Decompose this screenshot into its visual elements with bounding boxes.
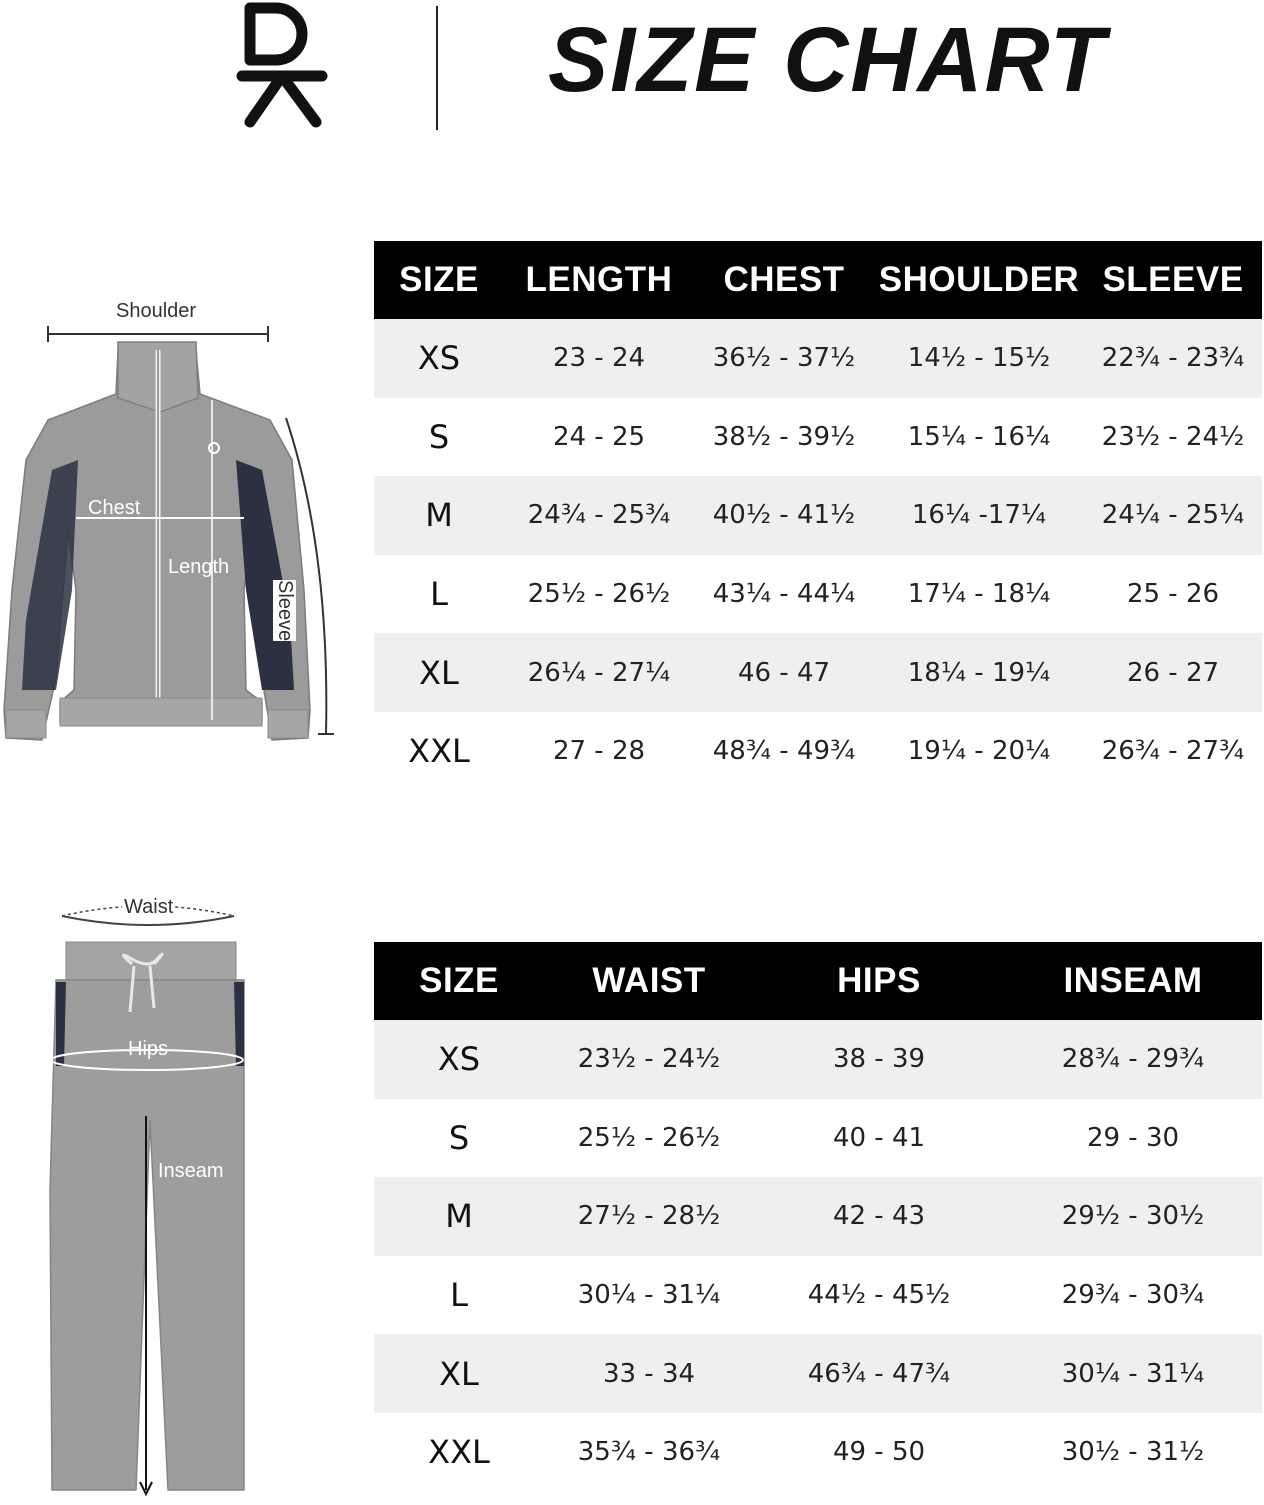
waist-label: Waist — [124, 896, 174, 918]
table-row — [374, 712, 1262, 791]
pants-illustration — [0, 890, 340, 1500]
size-cell: M — [425, 496, 453, 535]
size-cell: M — [445, 1197, 473, 1236]
table-cell: 25½ - 26½ — [527, 579, 671, 610]
table-cell: 29 - 30 — [1086, 1122, 1180, 1153]
table-cell: 26 - 27 — [1126, 657, 1220, 688]
table-cell: 15¼ - 16¼ — [907, 421, 1051, 452]
jacket-col-size: SIZE — [399, 260, 479, 299]
page-title: SIZE CHART — [548, 9, 1107, 111]
table-cell: 17¼ - 18¼ — [907, 579, 1051, 610]
table-cell: 23 - 24 — [552, 343, 646, 374]
jacket-figure — [0, 290, 340, 760]
table-row — [374, 633, 1262, 712]
jacket-col-chest: CHEST — [723, 260, 845, 299]
table-cell: 19¼ - 20¼ — [907, 736, 1051, 767]
chest-label: Chest — [88, 497, 141, 519]
table-cell: 27½ - 28½ — [577, 1201, 721, 1232]
hips-label: Hips — [128, 1038, 169, 1060]
table-cell: 42 - 43 — [832, 1201, 926, 1232]
pants-size-table — [374, 942, 1262, 1492]
size-cell: XXL — [428, 1433, 490, 1472]
table-cell: 46 - 47 — [737, 657, 831, 688]
table-row — [374, 1099, 1262, 1178]
jacket-col-sleeve: SLEEVE — [1102, 260, 1244, 299]
table-cell: 24¼ - 25¼ — [1101, 500, 1245, 531]
page-header — [0, 0, 1264, 140]
jacket-table-header — [374, 241, 1262, 319]
size-cell: XS — [437, 1040, 481, 1079]
table-cell: 38½ - 39½ — [712, 421, 856, 452]
table-row — [374, 476, 1262, 555]
pants-figure — [0, 890, 340, 1500]
table-cell: 40 - 41 — [832, 1122, 926, 1153]
table-cell: 23½ - 24½ — [577, 1044, 721, 1075]
table-row — [374, 1020, 1262, 1099]
table-cell: 30¼ - 31¼ — [577, 1280, 721, 1311]
table-cell: 48¾ - 49¾ — [712, 736, 856, 767]
size-cell: L — [450, 1276, 468, 1315]
table-cell: 30½ - 31½ — [1061, 1437, 1205, 1468]
header-divider — [436, 6, 438, 130]
table-cell: 24 - 25 — [552, 421, 646, 452]
table-cell: 27 - 28 — [552, 736, 646, 767]
table-cell: 26¾ - 27¾ — [1101, 736, 1245, 767]
table-cell: 14½ - 15½ — [907, 343, 1051, 374]
table-row — [374, 1413, 1262, 1492]
size-cell: XL — [419, 653, 459, 692]
size-cell: S — [428, 417, 450, 456]
table-row — [374, 1256, 1262, 1335]
table-cell: 25 - 26 — [1126, 579, 1220, 610]
jacket-size-table — [374, 241, 1262, 791]
table-cell: 30¼ - 31¼ — [1061, 1358, 1205, 1389]
table-cell: 44½ - 45½ — [807, 1280, 951, 1311]
table-cell: 46¾ - 47¾ — [807, 1358, 951, 1389]
table-cell: 28¾ - 29¾ — [1061, 1044, 1205, 1075]
table-cell: 33 - 34 — [602, 1358, 696, 1389]
table-cell: 22¾ - 23¾ — [1101, 343, 1245, 374]
table-row — [374, 319, 1262, 398]
brand-logo-icon — [236, 2, 328, 137]
table-cell: 23½ - 24½ — [1101, 421, 1245, 452]
table-cell: 26¼ - 27¼ — [527, 657, 671, 688]
jacket-col-shoulder: SHOULDER — [878, 260, 1080, 299]
size-cell: S — [448, 1118, 470, 1157]
table-row — [374, 1177, 1262, 1256]
table-cell: 18¼ - 19¼ — [907, 657, 1051, 688]
table-row — [374, 398, 1262, 477]
table-cell: 16¼ -17¼ — [911, 500, 1047, 531]
pants-table-header — [374, 942, 1262, 1020]
table-cell: 36½ - 37½ — [712, 343, 856, 374]
table-cell: 29½ - 30½ — [1061, 1201, 1205, 1232]
table-cell: 43¼ - 44¼ — [712, 579, 856, 610]
table-cell: 35¾ - 36¾ — [577, 1437, 721, 1468]
sleeve-label: Sleeve — [274, 580, 296, 642]
size-cell: XXL — [408, 732, 470, 771]
table-cell: 25½ - 26½ — [577, 1122, 721, 1153]
table-cell: 49 - 50 — [832, 1437, 926, 1468]
inseam-label: Inseam — [158, 1160, 224, 1182]
table-cell: 29¾ - 30¾ — [1061, 1280, 1205, 1311]
jacket-col-length: LENGTH — [525, 260, 673, 299]
pants-col-inseam: INSEAM — [1063, 961, 1203, 1000]
jacket-illustration — [0, 290, 340, 760]
pants-col-waist: WAIST — [592, 961, 706, 1000]
table-cell: 38 - 39 — [832, 1044, 926, 1075]
shoulder-label: Shoulder — [116, 300, 197, 322]
table-row — [374, 1334, 1262, 1413]
pants-col-hips: HIPS — [837, 961, 921, 1000]
size-cell: XL — [439, 1354, 479, 1393]
table-row — [374, 555, 1262, 634]
length-label: Length — [168, 556, 230, 578]
table-cell: 24¾ - 25¾ — [527, 500, 671, 531]
table-cell: 40½ - 41½ — [712, 500, 856, 531]
pants-col-size: SIZE — [419, 961, 499, 1000]
size-cell: XS — [417, 339, 461, 378]
size-cell: L — [430, 575, 448, 614]
